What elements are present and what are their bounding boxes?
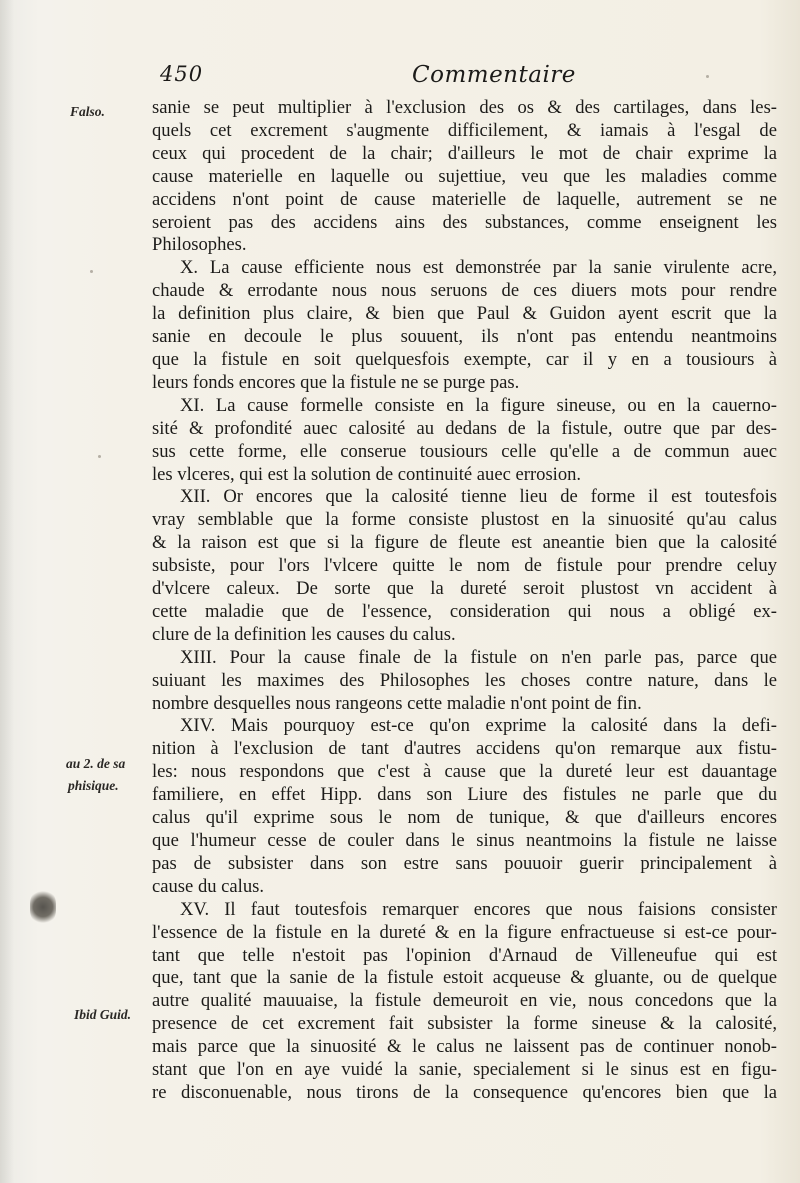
text-line: les vlceres, qui est la solution de continuité auec errosion. bbox=[152, 463, 582, 485]
page-header bbox=[160, 62, 760, 92]
text-line: que, tant que la sanie de la fistule estoit acqueuse & gluante, ou de quelque bbox=[152, 967, 777, 989]
text-line: les: nous respondons que c'est à cause que la dureté leur est dauantage bbox=[152, 761, 777, 783]
text-line: leurs fonds encores que la fistule ne se purge pas. bbox=[152, 371, 520, 393]
section-x-line: X. La cause efficiente nous est demonstrée par la sanie virulente acre, bbox=[180, 257, 777, 279]
section-xii-line: XII. Or encores que la calosité tienne lieu de forme il est toutesfois bbox=[180, 486, 777, 508]
text-line: sanie se peut multiplier à l'exclusion des os & des cartilages, dans les- bbox=[152, 97, 777, 118]
text-line: sité & profondité auec calosité au dedans de la fistule, outre que par des- bbox=[152, 417, 777, 439]
spine-shadow bbox=[0, 0, 14, 1183]
text-line: que l'humeur cesse de couler dans le sinus neantmoins la fistule ne laisse bbox=[152, 830, 777, 851]
text-line: sanie en decoule le plus souuent, ils n'ont pas entendu neantmoins bbox=[152, 326, 777, 348]
margin-note-ibid-guid: Ibid Guid. bbox=[74, 1007, 132, 1022]
text-line: seroient pas des accidens ains des substances, comme enseignent les bbox=[152, 211, 777, 233]
text-line: re disconuenable, nous tirons de la consequence qu'encores bien que la bbox=[152, 1081, 777, 1103]
text-line: pas de subsister dans son estre sans pouuoir guerir principalement à bbox=[152, 852, 777, 874]
text-line: Philosophes. bbox=[152, 234, 247, 256]
text-line: suiuant les maximes des Philosophes les choses contre nature, dans le bbox=[152, 669, 777, 691]
text-line: stant que l'on en aye vuidé la sanie, specialement si le sinus est en figu- bbox=[152, 1059, 777, 1081]
text-line: presence de cet excrement fait subsister la forme sineuse & la calosité, bbox=[152, 1013, 777, 1035]
text-line: cause du calus. bbox=[152, 875, 265, 897]
paper-speck bbox=[90, 270, 93, 273]
text-line: accidens n'ont point de cause materielle de laquelle, autrement se ne bbox=[152, 188, 777, 210]
text-line: cette maladie que de l'essence, consideration qui nous a obligé ex- bbox=[152, 600, 777, 622]
text-line: & la raison est que si la figure de fleute est aneantie bien que la calosité bbox=[152, 532, 777, 554]
text-line: autre qualité mauuaise, la fistule demeuroit en vie, nous concedons que la bbox=[152, 990, 777, 1012]
ink-blot bbox=[30, 890, 56, 924]
text-line: sus cette forme, elle conserue tousiours celle qu'elle a de commun auec bbox=[152, 440, 777, 462]
text-line: d'vlcere caleux. De sorte que la dureté seroit plustost vn accident à bbox=[152, 578, 777, 600]
text-line: clure de la definition les causes du calus. bbox=[152, 623, 456, 645]
text-line: tant que telle n'estoit pas l'opinion d'Arnaud de Villeneufue qui est bbox=[152, 944, 777, 966]
paper-speck bbox=[706, 75, 709, 78]
text-line: la definition plus claire, & bien que Paul & Guidon ayent escrit que la bbox=[152, 303, 777, 325]
text-line: cause materielle en laquelle ou sujettiue, veu que les maladies comme bbox=[152, 165, 777, 187]
section-xiii-line: XIII. Pour la cause finale de la fistule on n'en parle pas, parce que bbox=[180, 646, 777, 668]
margin-note-au-de-sa: au 2. de sa bbox=[66, 756, 126, 771]
text-line: nition à l'exclusion de tant d'autres accidens qu'on remarque aux fistu- bbox=[152, 738, 777, 760]
text-line: ceux qui procedent de la chair; d'ailleurs le mot de chair exprime la bbox=[152, 142, 777, 164]
section-xiv-line: XIV. Mais pourquoy est-ce qu'on exprime la calosité dans la defi- bbox=[180, 715, 777, 737]
text-line: quels cet excrement s'augmente difficilement, & iamais à l'esgal de bbox=[152, 119, 777, 141]
paper-speck bbox=[98, 455, 101, 458]
text-line: nombre desquelles nous rangeons cette maladie n'ont point de fin. bbox=[152, 692, 642, 714]
text-line: familiere, en effet Hipp. dans son Liure des fistules ne parle que du bbox=[152, 784, 777, 806]
running-title: Commentaire bbox=[412, 62, 576, 88]
text-line: mais parce que la sinuosité & le calus ne laissent pas de continuer nonob- bbox=[152, 1036, 777, 1058]
text-line: que la fistule en soit quelquesfois exempte, car il y en a tousiours à bbox=[152, 348, 777, 370]
margin-note-falso: Falso. bbox=[70, 104, 105, 119]
body-text bbox=[152, 97, 777, 1105]
text-line: chaude & errodante nous nous seruons de ces diuers mots pour rendre bbox=[152, 280, 777, 302]
text-line: calus qu'il exprime sous le nom de tunique, & que d'ailleurs encores bbox=[152, 807, 777, 829]
text-line: l'essence de la fistule en la dureté & en la figure enfractueuse si est-ce pour- bbox=[152, 921, 777, 943]
page-number: 450 bbox=[160, 62, 204, 86]
margin-note-phisique: phisique. bbox=[68, 778, 119, 793]
text-line: subsiste, pour l'ors l'vlcere quitte le nom de fistule pour prendre celuy bbox=[152, 555, 777, 577]
section-xi-line: XI. La cause formelle consiste en la figure sineuse, ou en la cauerno- bbox=[180, 394, 777, 416]
text-line: vray semblable que la forme consiste plustost en la sinuosité qu'au calus bbox=[152, 509, 777, 531]
section-xv-line: XV. Il faut toutesfois remarquer encores que nous faisions consister bbox=[180, 898, 777, 920]
